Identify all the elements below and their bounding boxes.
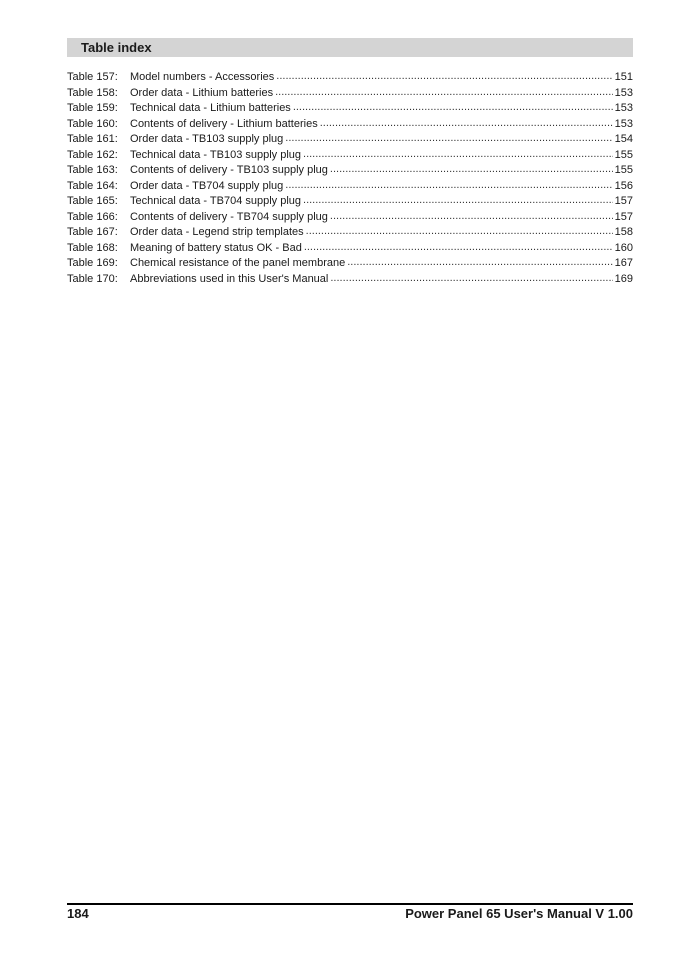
toc-dot-leader	[276, 69, 612, 85]
toc-entry-page: 155	[614, 164, 633, 176]
toc-dot-leader	[320, 116, 613, 132]
toc-dot-leader	[303, 193, 613, 209]
toc-dot-leader	[347, 255, 612, 271]
toc-entry-number: Table 163:	[67, 164, 118, 176]
toc-entry-page: 157	[614, 210, 633, 223]
toc-entry-page: 169	[614, 272, 633, 285]
toc-entry[interactable]	[67, 70, 633, 86]
toc-entry-number: Table 158:	[67, 86, 118, 99]
toc-dot-leader	[293, 100, 613, 116]
toc-entry-page: 153	[614, 117, 633, 130]
toc-entry-title: Technical data - TB704 supply plug	[130, 195, 302, 207]
toc-entry-title: Abbreviations used in this User's Manual	[130, 272, 329, 285]
toc-entry-number: Table 161:	[67, 133, 118, 145]
toc-dot-leader	[304, 240, 613, 256]
toc-entry[interactable]	[67, 163, 633, 179]
toc-entry-page: 153	[614, 86, 633, 99]
toc-entry[interactable]	[67, 132, 633, 148]
toc-dot-leader	[275, 85, 613, 101]
toc-entry[interactable]	[67, 225, 633, 241]
toc-entry-page: 157	[614, 195, 633, 207]
toc-dot-leader	[303, 147, 613, 163]
toc-entry-number: Table 162:	[67, 148, 118, 161]
toc-entry[interactable]	[67, 241, 633, 257]
toc-entry-page: 155	[614, 148, 633, 161]
toc-entry-page: 160	[614, 241, 633, 254]
toc-entry-page: 156	[614, 179, 633, 192]
toc-entry-title: Technical data - Lithium batteries	[130, 102, 291, 114]
footer-divider	[67, 903, 633, 905]
toc-entry[interactable]	[67, 272, 633, 288]
footer-manual-title: Power Panel 65 User's Manual V 1.00	[405, 906, 633, 921]
toc-entry-title: Chemical resistance of the panel membrane	[130, 257, 346, 269]
section-title: Table index	[81, 40, 152, 55]
toc-entry[interactable]	[67, 86, 633, 102]
toc-entry-title: Order data - TB103 supply plug	[130, 133, 284, 145]
toc-entry-number: Table 166:	[67, 210, 118, 223]
toc-dot-leader	[330, 271, 612, 287]
toc-entry[interactable]	[67, 179, 633, 195]
toc-entry-title: Meaning of battery status OK - Bad	[130, 241, 302, 254]
toc-entry[interactable]	[67, 148, 633, 164]
toc-entry-title: Order data - TB704 supply plug	[130, 179, 284, 192]
toc-entry-page: 167	[614, 257, 633, 269]
toc-entry-title: Order data - Legend strip templates	[130, 226, 304, 238]
toc-entry-number: Table 165:	[67, 195, 118, 207]
toc-dot-leader	[330, 209, 613, 225]
toc-dot-leader	[285, 131, 612, 147]
toc-entry-page: 153	[614, 102, 633, 114]
toc-entry-number: Table 168:	[67, 241, 118, 254]
toc-dot-leader	[330, 162, 613, 178]
toc-entry-page: 151	[614, 71, 633, 83]
toc-entry[interactable]	[67, 256, 633, 272]
toc-entry-title: Contents of delivery - TB704 supply plug	[130, 210, 328, 223]
toc-entry-title: Contents of delivery - TB103 supply plug	[130, 164, 328, 176]
toc-entry-title: Order data - Lithium batteries	[130, 86, 274, 99]
toc-entry-page: 158	[614, 226, 633, 238]
toc-entry-title: Model numbers - Accessories	[130, 71, 275, 83]
toc-entry-title: Technical data - TB103 supply plug	[130, 148, 302, 161]
toc-entry-number: Table 170:	[67, 272, 118, 285]
toc-entry[interactable]	[67, 117, 633, 133]
toc-entry-title: Contents of delivery - Lithium batteries	[130, 117, 318, 130]
toc-entry[interactable]	[67, 101, 633, 117]
toc-dot-leader	[306, 224, 613, 240]
toc-entry-number: Table 167:	[67, 226, 118, 238]
toc-entry-number: Table 159:	[67, 102, 118, 114]
toc-entry-number: Table 169:	[67, 257, 118, 269]
toc-entry[interactable]	[67, 194, 633, 210]
toc-dot-leader	[285, 178, 612, 194]
toc-entry-number: Table 160:	[67, 117, 118, 130]
section-header-bar	[67, 38, 633, 57]
footer-page-number: 184	[67, 906, 89, 921]
toc-entry-number: Table 164:	[67, 179, 118, 192]
toc-entry-number: Table 157:	[67, 71, 118, 83]
toc-entry-page: 154	[614, 133, 633, 145]
toc-entry[interactable]	[67, 210, 633, 226]
table-index-list	[67, 70, 633, 287]
